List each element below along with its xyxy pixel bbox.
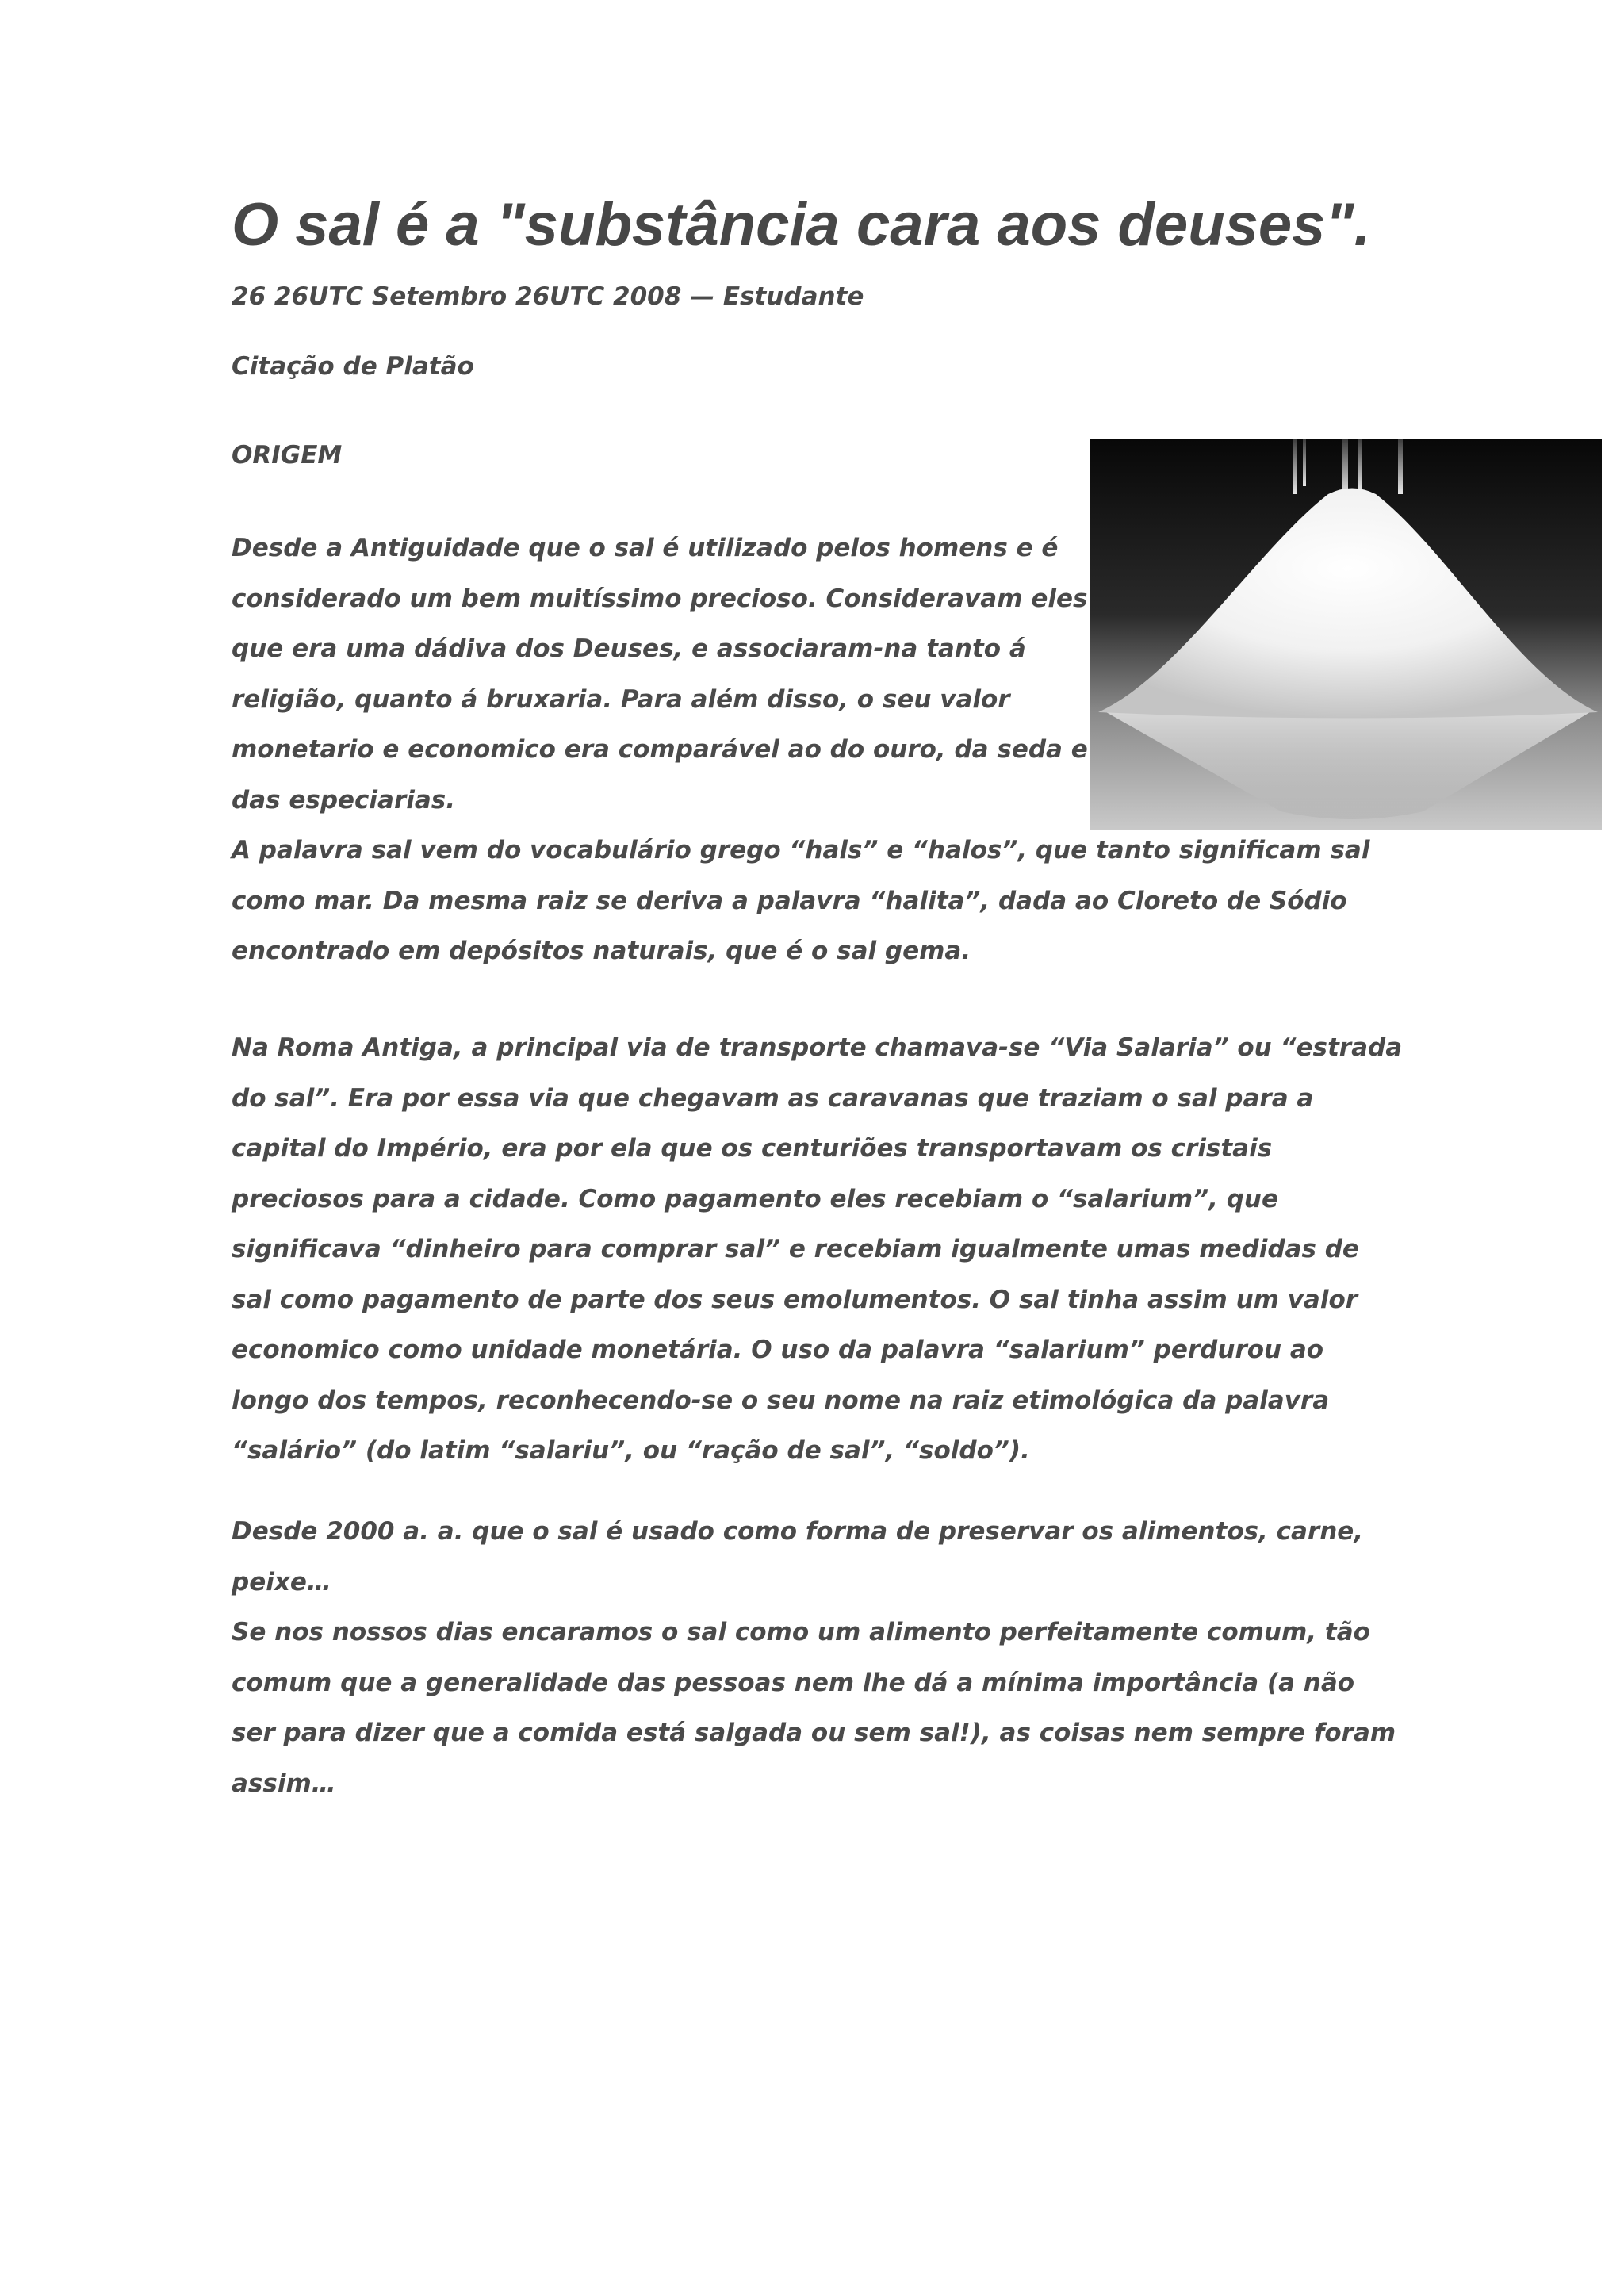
paragraph-line: ser para dizer que a comida está salgada ou sem sal!), as coisas nem sempre foram [232, 1719, 1396, 1747]
paragraph-line: das especiarias. [232, 785, 456, 815]
paragraph-line: encontrado em depósitos naturais, que é o sal gema. [232, 937, 971, 965]
quote-attribution: Citação de Platão [232, 352, 474, 381]
paragraph-line: como mar. Da mesma raiz se deriva a palavra “halita”, dada ao Cloreto de Sódio [232, 886, 1347, 915]
paragraph-line: Desde a Antiguidade que o sal é utilizado pelos homens e é [232, 534, 1059, 562]
paragraph-line: Na Roma Antiga, a principal via de transporte chamava-se “Via Salaria” ou “estrada [232, 1033, 1403, 1062]
paragraph-line: economico como unidade monetária. O uso da palavra “salarium” perdurou ao [232, 1336, 1324, 1364]
paragraph-line: considerado um bem muitíssimo precioso. Consideravam eles [232, 584, 1088, 613]
paragraph-line: preciosos para a cidade. Como pagamento eles recebiam o “salarium”, que [232, 1184, 1279, 1213]
paragraph-line: capital do Império, era por ela que os centuriões transportavam os cristais [232, 1134, 1273, 1163]
paragraph-line: Desde 2000 a. a. que o sal é usado como forma de preservar os alimentos, carne, [232, 1517, 1364, 1546]
paragraph-line: “salário” (do latim “salariu”, ou “ração de sal”, “soldo”). [232, 1436, 1030, 1465]
paragraph-line: do sal”. Era por essa via que chegavam as caravanas que traziam o sal para a [232, 1083, 1314, 1113]
paragraph-line: monetario e economico era comparável ao do ouro, da seda e [232, 735, 1088, 764]
paragraph-line: A palavra sal vem do vocabulário grego “hals” e “halos”, que tanto significam sal [232, 836, 1370, 864]
paragraph-preservation [232, 1507, 1396, 1809]
paragraph-line: que era uma dádiva dos Deuses, e associaram-na tanto á [232, 634, 1026, 663]
article-title: O sal é a "substância cara aos deuses". [232, 191, 1371, 259]
paragraph-rome [232, 1023, 1402, 1477]
article-meta: 26 26UTC Setembro 26UTC 2008 — Estudante [232, 282, 864, 311]
paragraph-origin [232, 523, 1369, 977]
section-heading: ORIGEM [232, 441, 343, 470]
paragraph-line: longo dos tempos, reconhecendo-se o seu nome na raiz etimológica da palavra [232, 1386, 1330, 1415]
paragraph-line: comum que a generalidade das pessoas nem lhe dá a mínima importância (a não [232, 1668, 1355, 1697]
paragraph-line: peixe… [232, 1567, 331, 1596]
paragraph-line: Se nos nossos dias encaramos o sal como um alimento perfeitamente comum, tão [232, 1618, 1370, 1646]
paragraph-line: assim… [232, 1769, 336, 1798]
paragraph-line: religião, quanto á bruxaria. Para além disso, o seu valor [232, 684, 1010, 714]
paragraph-line: sal como pagamento de parte dos seus emolumentos. O sal tinha assim um valor [232, 1285, 1358, 1314]
paragraph-line: significava “dinheiro para comprar sal” e recebiam igualmente umas medidas de [232, 1235, 1359, 1263]
